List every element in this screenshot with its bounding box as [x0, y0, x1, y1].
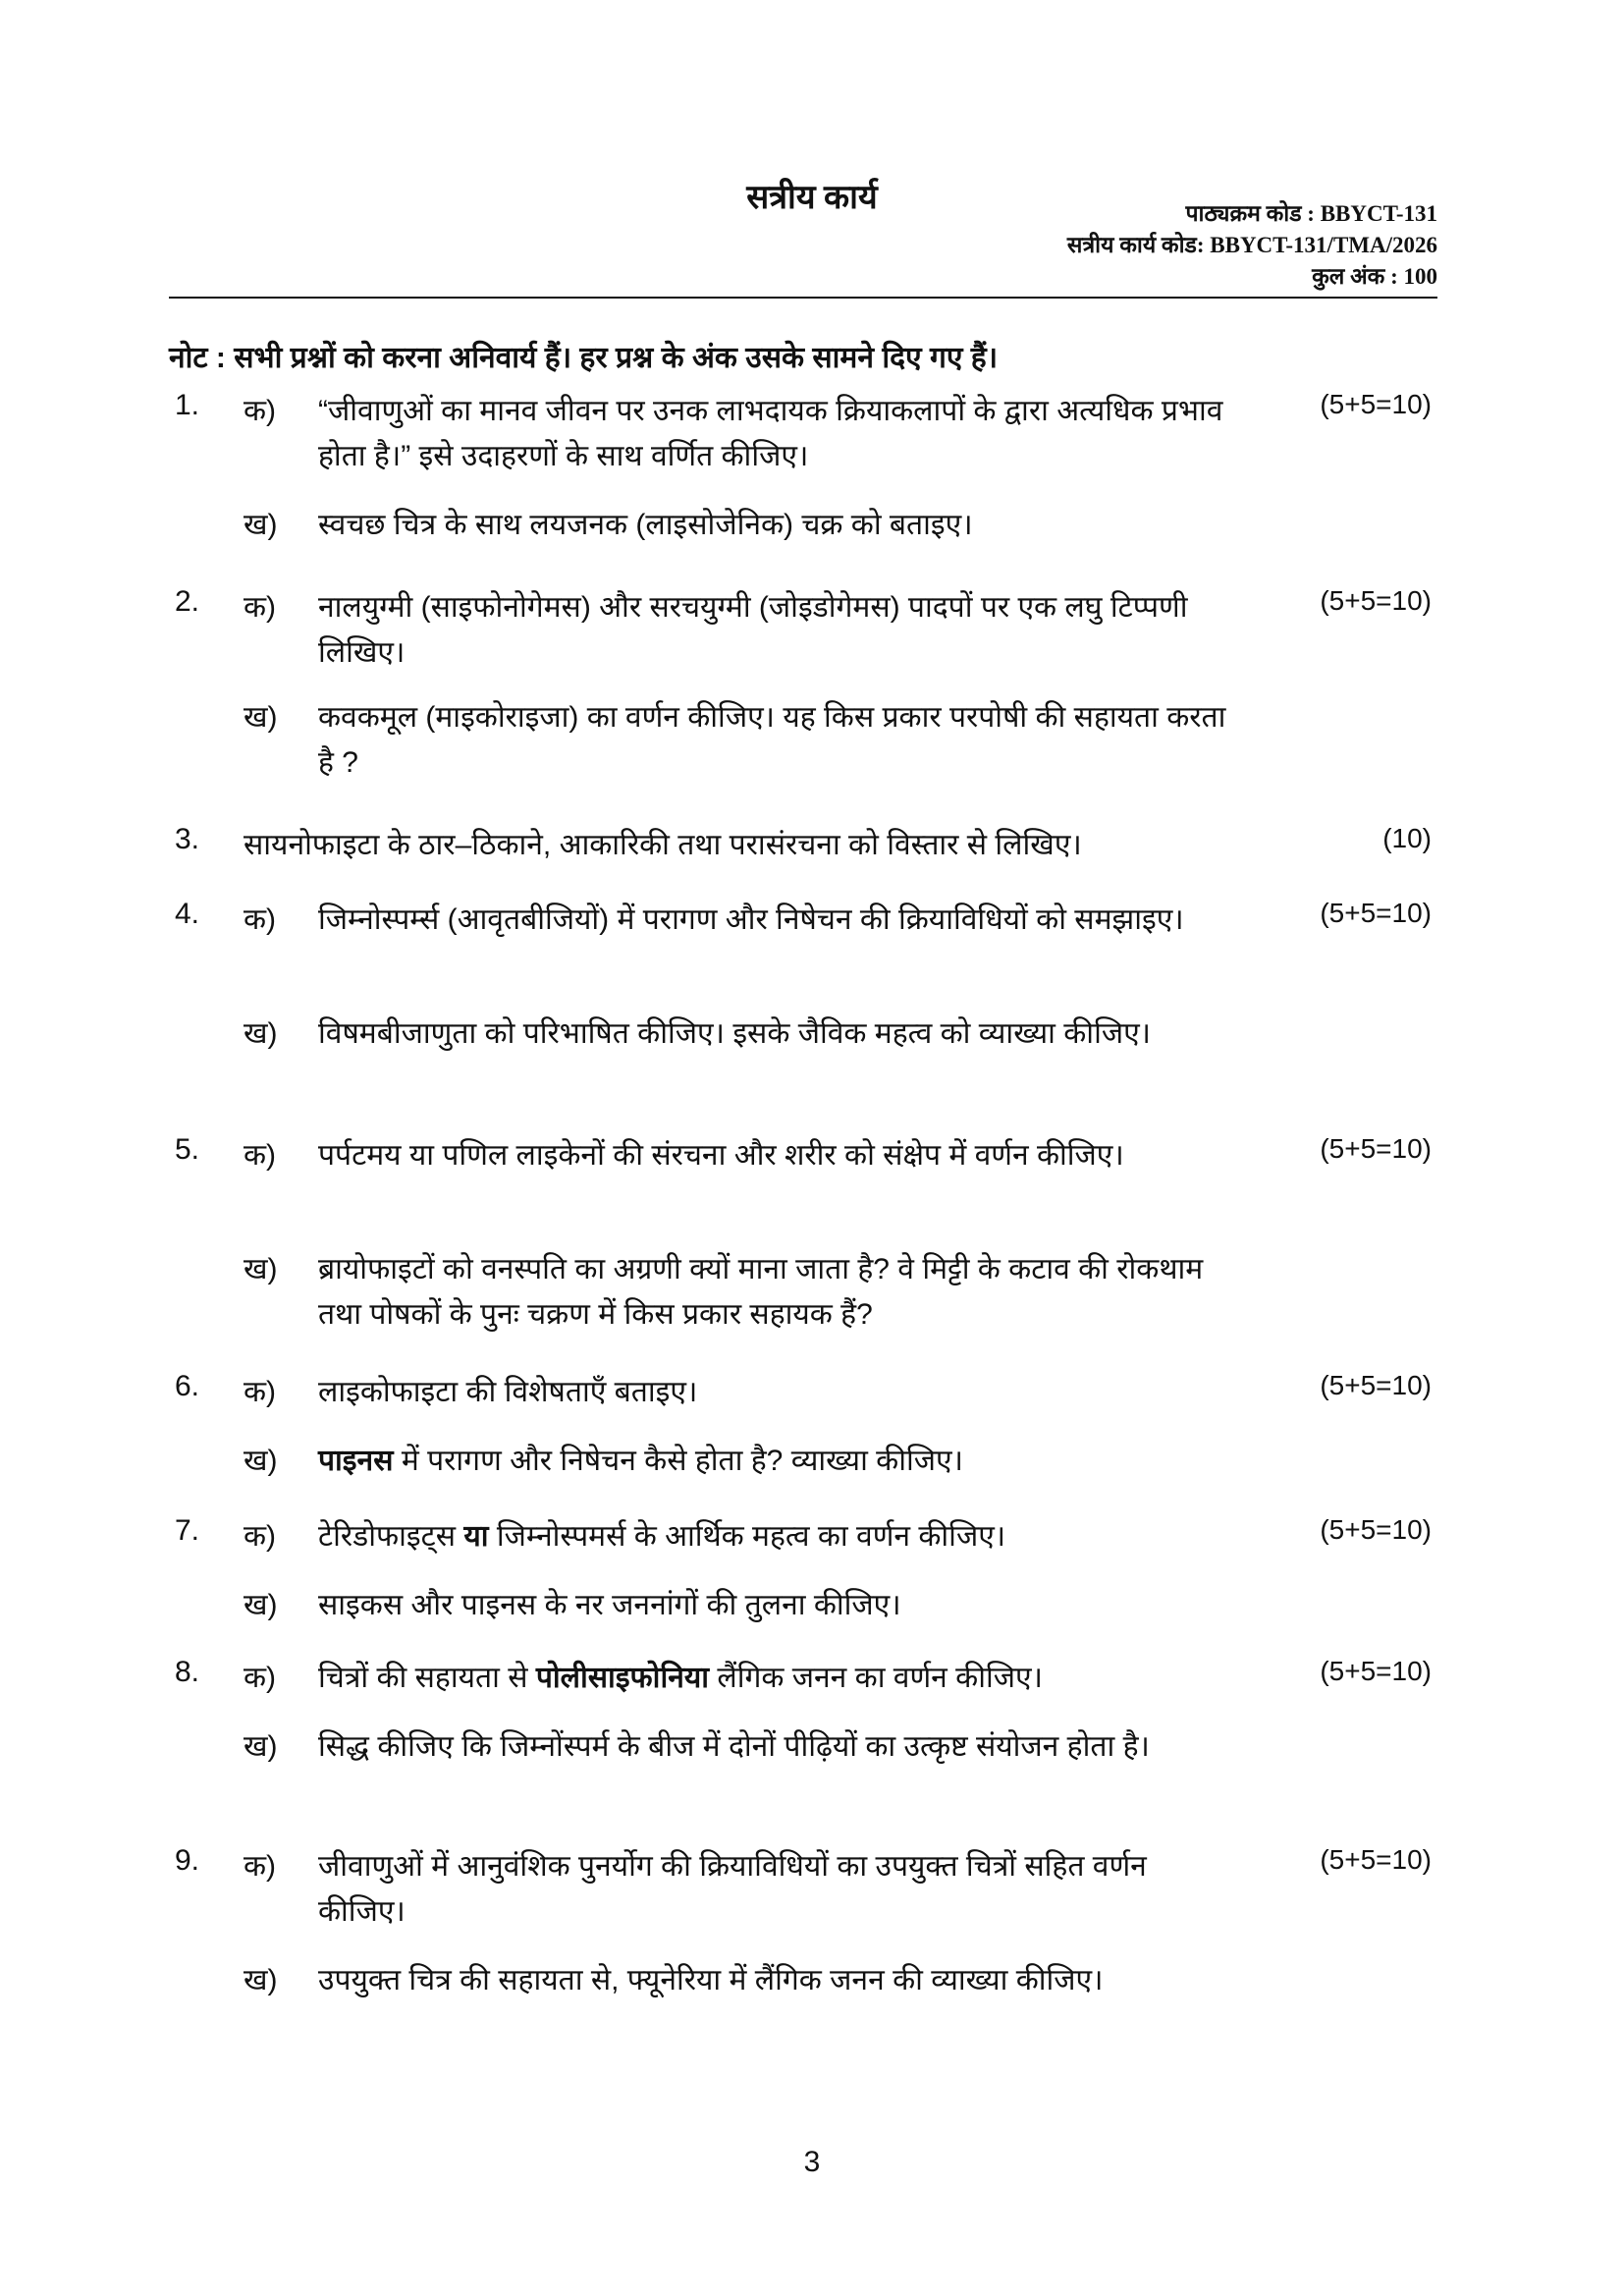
part-text: “जीवाणुओं का मानव जीवन पर उनक लाभदायक क्रियाकलापों के द्वारा अत्यधिक प्रभाव होता है।” इसे उदाहरणों के साथ वर्णित कीजिए। — [318, 395, 1223, 472]
question-number: 7. — [175, 1514, 200, 1547]
part-text-pre: टेरिडोफाइट्स — [318, 1520, 464, 1553]
part-label: क) — [244, 1662, 277, 1694]
question-number: 5. — [175, 1133, 200, 1166]
bold-term: या — [463, 1520, 489, 1553]
part-text-rest: में परागण और निषेचन कैसे होता है? व्याख्या कीजिए। — [393, 1445, 963, 1477]
part-text: स्वचछ चित्र के साथ लयजनक (लाइसोजेनिक) चक्र को बताइए। — [318, 509, 973, 541]
part-label: ख) — [244, 509, 278, 541]
instructions-note: नोट : सभी प्रश्नों को करना अनिवार्य हैं। हर प्रश्न के अंक उसके सामने दिए गए हैं। — [169, 342, 999, 374]
question-marks: (5+5=10) — [1320, 1370, 1432, 1400]
part-text: उपयुक्त चित्र की सहायता से, फ्यूनेरिया में लैंगिक जनन की व्याख्या कीजिए। — [318, 1964, 1104, 1996]
question-number: 8. — [175, 1656, 200, 1688]
part-text — [318, 1514, 1241, 1559]
total-marks: कुल अंक : 100 — [1312, 264, 1437, 289]
question-marks: (5+5=10) — [1320, 585, 1432, 616]
part-label: क) — [244, 591, 277, 624]
part-text-rest: जिम्नोस्पमर्स के आर्थिक महत्व का वर्णन कीजिए। — [488, 1520, 1006, 1553]
question-number: 6. — [175, 1370, 200, 1402]
part-label: क) — [244, 1520, 277, 1553]
part-text: नालयुग्मी (साइफोनोगेमस) और सरचयुग्मी (जोइडोगेमस) पादपों पर एक लघु टिप्पणी लिखिए। — [318, 591, 1188, 669]
part-label: ख) — [244, 1253, 278, 1285]
part-text: जीवाणुओं में आनुवंशिक पुनर्योग की क्रियाविधियों का उपयुक्त चित्रों सहित वर्णन कीजिए। — [318, 1850, 1147, 1928]
question-marks: (5+5=10) — [1320, 1133, 1432, 1164]
part-label: ख) — [244, 1730, 278, 1763]
part-label: ख) — [244, 1964, 278, 1996]
question-number: 4. — [175, 898, 200, 930]
question-number: 3. — [175, 823, 200, 855]
part-text: साइकस और पाइनस के नर जननांगों की तुलना कीजिए। — [318, 1589, 901, 1621]
part-label: क) — [244, 395, 277, 427]
part-text: कवकमूल (माइकोराइजा) का वर्णन कीजिए। यह किस प्रकार परपोषी की सहायता करता है ? — [318, 701, 1226, 779]
question-number: 1. — [175, 389, 200, 421]
part-text-pre: चित्रों की सहायता से — [318, 1662, 536, 1694]
part-label: ख) — [244, 1445, 278, 1477]
header-divider — [169, 297, 1437, 299]
part-label: क) — [244, 903, 277, 936]
question-marks: (5+5=10) — [1320, 389, 1432, 419]
assignment-code: सत्रीय कार्य कोड: BBYCT-131/TMA/2026 — [1066, 233, 1437, 257]
question-text: सायनोफाइटा के ठार–ठिकाने, आकारिकी तथा परासंरचना को विस्तार से लिखिए। — [244, 829, 1082, 861]
document-title: सत्रीय कार्य — [746, 180, 878, 216]
course-code: पाठ्यक्रम कोड : BBYCT-131 — [1185, 201, 1437, 226]
bold-term: पोलीसाइफोनिया — [535, 1662, 710, 1694]
part-label: ख) — [244, 701, 278, 734]
question-number: 9. — [175, 1844, 200, 1877]
page-number: 3 — [803, 2146, 821, 2178]
part-label: ख) — [244, 1017, 278, 1050]
question-marks: (5+5=10) — [1320, 898, 1432, 928]
question-marks: (5+5=10) — [1320, 1844, 1432, 1875]
part-text: पर्पटमय या पणिल लाइकेनों की संरचना और शरीर को संक्षेप में वर्णन कीजिए। — [318, 1139, 1124, 1172]
part-text: जिम्नोस्पर्म्स (आवृतबीजियों) में परागण और निषेचन की क्रियाविधियों को समझाइए। — [318, 903, 1184, 936]
question-marks: (5+5=10) — [1320, 1656, 1432, 1686]
part-label: क) — [244, 1850, 277, 1883]
part-text — [318, 1439, 1241, 1484]
question-number: 2. — [175, 585, 200, 618]
question-marks: (10) — [1382, 823, 1432, 853]
part-text: लाइकोफाइटा की विशेषताएँ बताइए। — [318, 1376, 698, 1408]
part-text-rest: लैंगिक जनन का वर्णन कीजिए। — [709, 1662, 1043, 1694]
part-text: सिद्ध कीजिए कि जिम्नोंस्पर्म के बीज में दोनों पीढ़ियों का उत्कृष्ट संयोजन होता है। — [318, 1730, 1150, 1763]
part-text: विषमबीजाणुता को परिभाषित कीजिए। इसके जैविक महत्व को व्याख्या कीजिए। — [318, 1017, 1152, 1050]
bold-term: पाइनस — [318, 1445, 394, 1477]
part-label: क) — [244, 1139, 277, 1172]
question-marks: (5+5=10) — [1320, 1514, 1432, 1545]
part-label: ख) — [244, 1589, 278, 1621]
part-label: क) — [244, 1376, 277, 1408]
part-text — [318, 1656, 1241, 1701]
part-text: ब्रायोफाइटों को वनस्पति का अग्रणी क्यों माना जाता है? वे मिट्टी के कटाव की रोकथाम तथा पोषकों के पुनः चक्रण में किस प्रकार सहायक हैं? — [318, 1253, 1204, 1331]
